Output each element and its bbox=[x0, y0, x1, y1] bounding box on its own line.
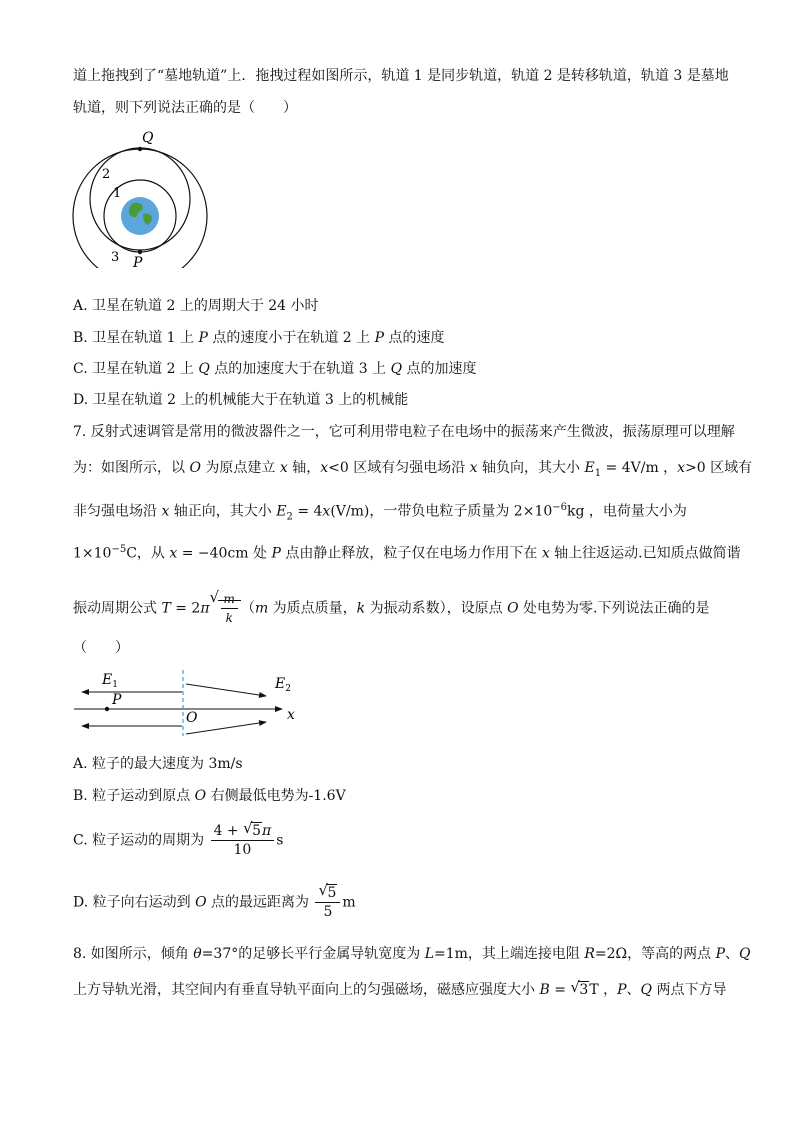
label-e2: $E_2$ bbox=[275, 676, 291, 694]
fraction-c: 4 + √ 5π 10 bbox=[211, 822, 275, 859]
q7-option-d: D. 粒子向右运动到 O 点的最远距离为 √ 5 5 m bbox=[73, 881, 356, 920]
q6-option-b: B. 卫星在轨道 1 上 P 点的速度小于在轨道 2 上 P 点的速度 bbox=[73, 330, 445, 346]
label-p: P bbox=[133, 255, 143, 268]
field-diagram bbox=[70, 668, 310, 736]
q6-stem-line-2: 轨道，则下列说法正确的是（ ） bbox=[73, 100, 297, 116]
q7-option-c: C. 粒子运动的周期为 4 + √ 5π 10 s bbox=[73, 819, 284, 858]
label-x: x bbox=[287, 707, 295, 723]
label-orbit-3: 3 bbox=[111, 250, 120, 265]
q6-option-d: D. 卫星在轨道 2 上的机械能大于在轨道 3 上的机械能 bbox=[73, 392, 409, 408]
label-orbit-1: 1 bbox=[113, 186, 122, 201]
sqrt-m-over-k: √ $\frac{m}{k}$ bbox=[210, 590, 241, 627]
q7-stem-line-3: 非匀强电场沿 x 轴正向，其大小 $E_2 = 4x(V/m)$，一带负电粒子质量为 $2\times 10^{-6}kg$ ，电荷量大小为 bbox=[73, 502, 687, 523]
q7-stem-line-4: $1\times 10^{-5}C$，从 x = −40cm 处 P 点由静止释放，粒子仅在电场力作用下在 x 轴上往返运动.已知质点做简谐 bbox=[73, 544, 741, 562]
label-q: Q bbox=[142, 130, 154, 146]
q6-stem-line-1: 道上拖拽到了“墓地轨道”上．拖拽过程如图所示，轨道 1 是同步轨道，轨道 2 是转移轨道，轨道 3 是墓地 bbox=[73, 68, 729, 84]
earth-icon bbox=[121, 197, 159, 235]
orbit-diagram bbox=[66, 128, 216, 268]
label-o: O bbox=[186, 710, 198, 726]
label-e1: $E_1$ bbox=[102, 672, 118, 690]
q8-stem-line-2: 上方导轨光滑，其空间内有垂直导轨平面向上的匀强磁场，磁感应强度大小 B = √ 3T ，P、Q 两点下方导 bbox=[73, 978, 727, 998]
q7-stem-line-2: 为：如图所示，以 O 为原点建立 x 轴，x<0 区域有匀强电场沿 x 轴负向，其大小 $E_1 = 4V/m$ ，x>0 区域有 bbox=[73, 460, 753, 479]
q7-stem-line-5: 振动周期公式 T = 2π √ $\frac{m}{k}$ （m 为质点质量，k 为振动系数），设原点 O 处电势为零.下列说法正确的是 bbox=[73, 588, 710, 625]
point-p-dot bbox=[138, 250, 142, 254]
q8-stem-line-1: 8. 如图所示，倾角 θ=37°的足够长平行金属导轨宽度为 L=1m，其上端连接电阻 R=2Ω，等高的两点 P、Q bbox=[73, 946, 751, 962]
q7-option-a: A. 粒子的最大速度为 3m/s bbox=[73, 756, 243, 772]
label-p: P bbox=[112, 692, 122, 708]
q7-stem-line-6: （ ） bbox=[73, 640, 129, 656]
q7-option-b: B. 粒子运动到原点 O 右侧最低电势为-1.6V bbox=[73, 788, 346, 804]
point-q-dot bbox=[138, 147, 142, 151]
point-p-dot bbox=[105, 707, 109, 711]
label-orbit-2: 2 bbox=[102, 167, 111, 182]
q7-stem-line-1: 7. 反射式速调管是常用的微波器件之一，它可利用带电粒子在电场中的振荡来产生微波，振荡原理可以理解 bbox=[73, 424, 735, 440]
q6-option-c: C. 卫星在轨道 2 上 Q 点的加速度大于在轨道 3 上 Q 点的加速度 bbox=[73, 361, 477, 377]
q6-option-a: A. 卫星在轨道 2 上的周期大于 24 小时 bbox=[73, 298, 319, 314]
fraction-d: √ 5 5 bbox=[315, 884, 340, 921]
